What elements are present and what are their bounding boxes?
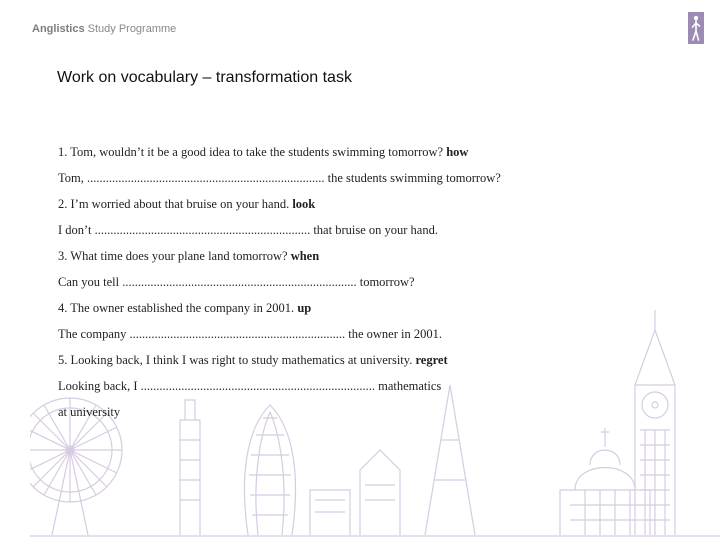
- item-3-answer: Can you tell ........................................................................... tomorrow?: [58, 275, 415, 289]
- prompt-text: 5. Looking back, I think I was right to study mathematics at university.: [58, 353, 413, 367]
- brand-name: Anglistics: [32, 23, 85, 35]
- prompt-text: 4. The owner established the company in 2001.: [58, 301, 295, 315]
- page-title: Work on vocabulary – transformation task: [57, 69, 352, 86]
- item-5-answer-continued: at university: [58, 405, 121, 419]
- item-3-prompt: [58, 248, 319, 264]
- brand-subtitle: Study Programme: [84, 23, 177, 35]
- keyword: when: [290, 249, 320, 263]
- item-4-answer: The company ..................................................................... the owner in 2001.: [58, 327, 442, 341]
- figure-logo-icon: [688, 12, 704, 44]
- keyword: look: [292, 197, 316, 211]
- item-2-answer: I don’t ..................................................................... that bruise on your hand.: [58, 223, 438, 237]
- item-2-prompt: [58, 196, 315, 212]
- item-5-answer: Looking back, I ........................................................................... mathematics: [58, 379, 442, 393]
- item-5-prompt: [58, 352, 448, 368]
- keyword: how: [446, 145, 469, 159]
- prompt-text: 1. Tom, wouldn’t it be a good idea to take the students swimming tomorrow?: [58, 145, 444, 159]
- prompt-text: 2. I’m worried about that bruise on your hand.: [58, 197, 290, 211]
- item-1-prompt: [58, 144, 468, 160]
- prompt-text: 3. What time does your plane land tomorrow?: [58, 249, 288, 263]
- header-brand: [32, 23, 176, 35]
- keyword: up: [297, 301, 312, 315]
- item-4-prompt: [58, 300, 311, 316]
- item-1-answer: Tom, ............................................................................ the students swimming tomorrow?: [58, 171, 501, 185]
- keyword: regret: [415, 353, 448, 367]
